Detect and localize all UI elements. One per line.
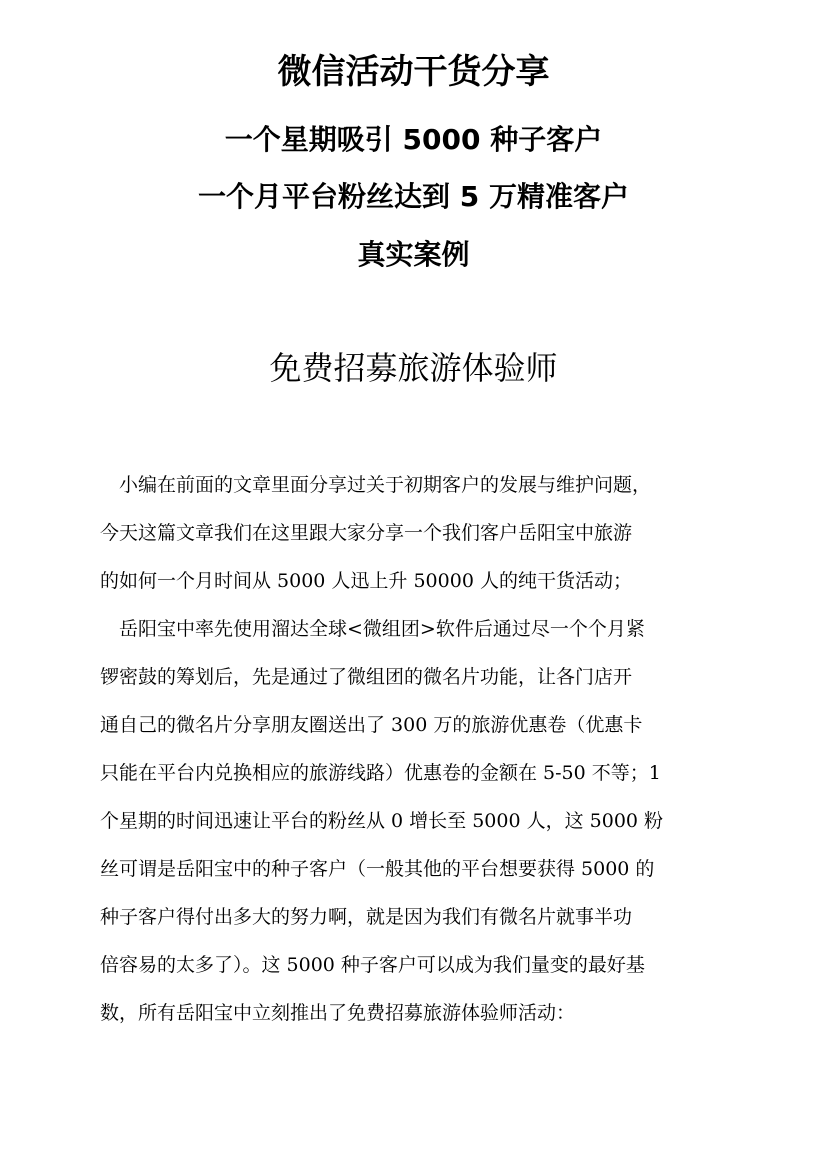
section-subtitle: 免费招募旅游体验师 [269,349,558,387]
headline-one-week: 一个星期吸引 5000 种子客户 [224,123,603,156]
paragraph-line: 倍容易的太多了）。这 5000 种子客户可以成为我们量变的最好基 [100,954,645,976]
paragraph-line: 的如何一个月时间从 5000 人迅上升 50000 人的纯干货活动； [100,570,632,592]
paragraph-line: 锣密鼓的筹划后，先是通过了微组团的微名片功能，让各门店开 [100,666,633,688]
paragraph-case-detail [100,605,740,1037]
paragraph-line: 数，所有岳阳宝中立刻推出了免费招募旅游体验师活动： [100,1002,576,1024]
paragraph-line: 只能在平台内兑换相应的旅游线路）优惠卷的金额在 5-50 不等；1 [100,762,661,784]
headline-real-case: 真实案例 [357,238,470,271]
paragraph-intro [100,461,740,605]
paragraph-line: 个星期的时间迅速让平台的粉丝从 0 增长至 5000 人，这 5000 粉 [100,810,664,832]
paragraph-line: 小编在前面的文章里面分享过关于初期客户的发展与维护问题， [100,474,652,496]
paragraph-line: 种子客户得付出多大的努力啊，就是因为我们有微名片就事半功 [100,906,633,928]
paragraph-line: 岳阳宝中率先使用溜达全球<微组团>软件后通过尽一个个月紧 [100,618,645,640]
paragraph-line: 丝可谓是岳阳宝中的种子客户（一般其他的平台想要获得 5000 的 [100,858,655,880]
paragraph-line: 通自己的微名片分享朋友圈送出了 300 万的旅游优惠卷（优惠卡 [100,714,643,736]
document-title: 微信活动干货分享 [277,52,550,92]
paragraph-line: 今天这篇文章我们在这里跟大家分享一个我们客户岳阳宝中旅游 [100,522,633,544]
headline-one-month: 一个月平台粉丝达到 5 万精准客户 [198,180,629,213]
